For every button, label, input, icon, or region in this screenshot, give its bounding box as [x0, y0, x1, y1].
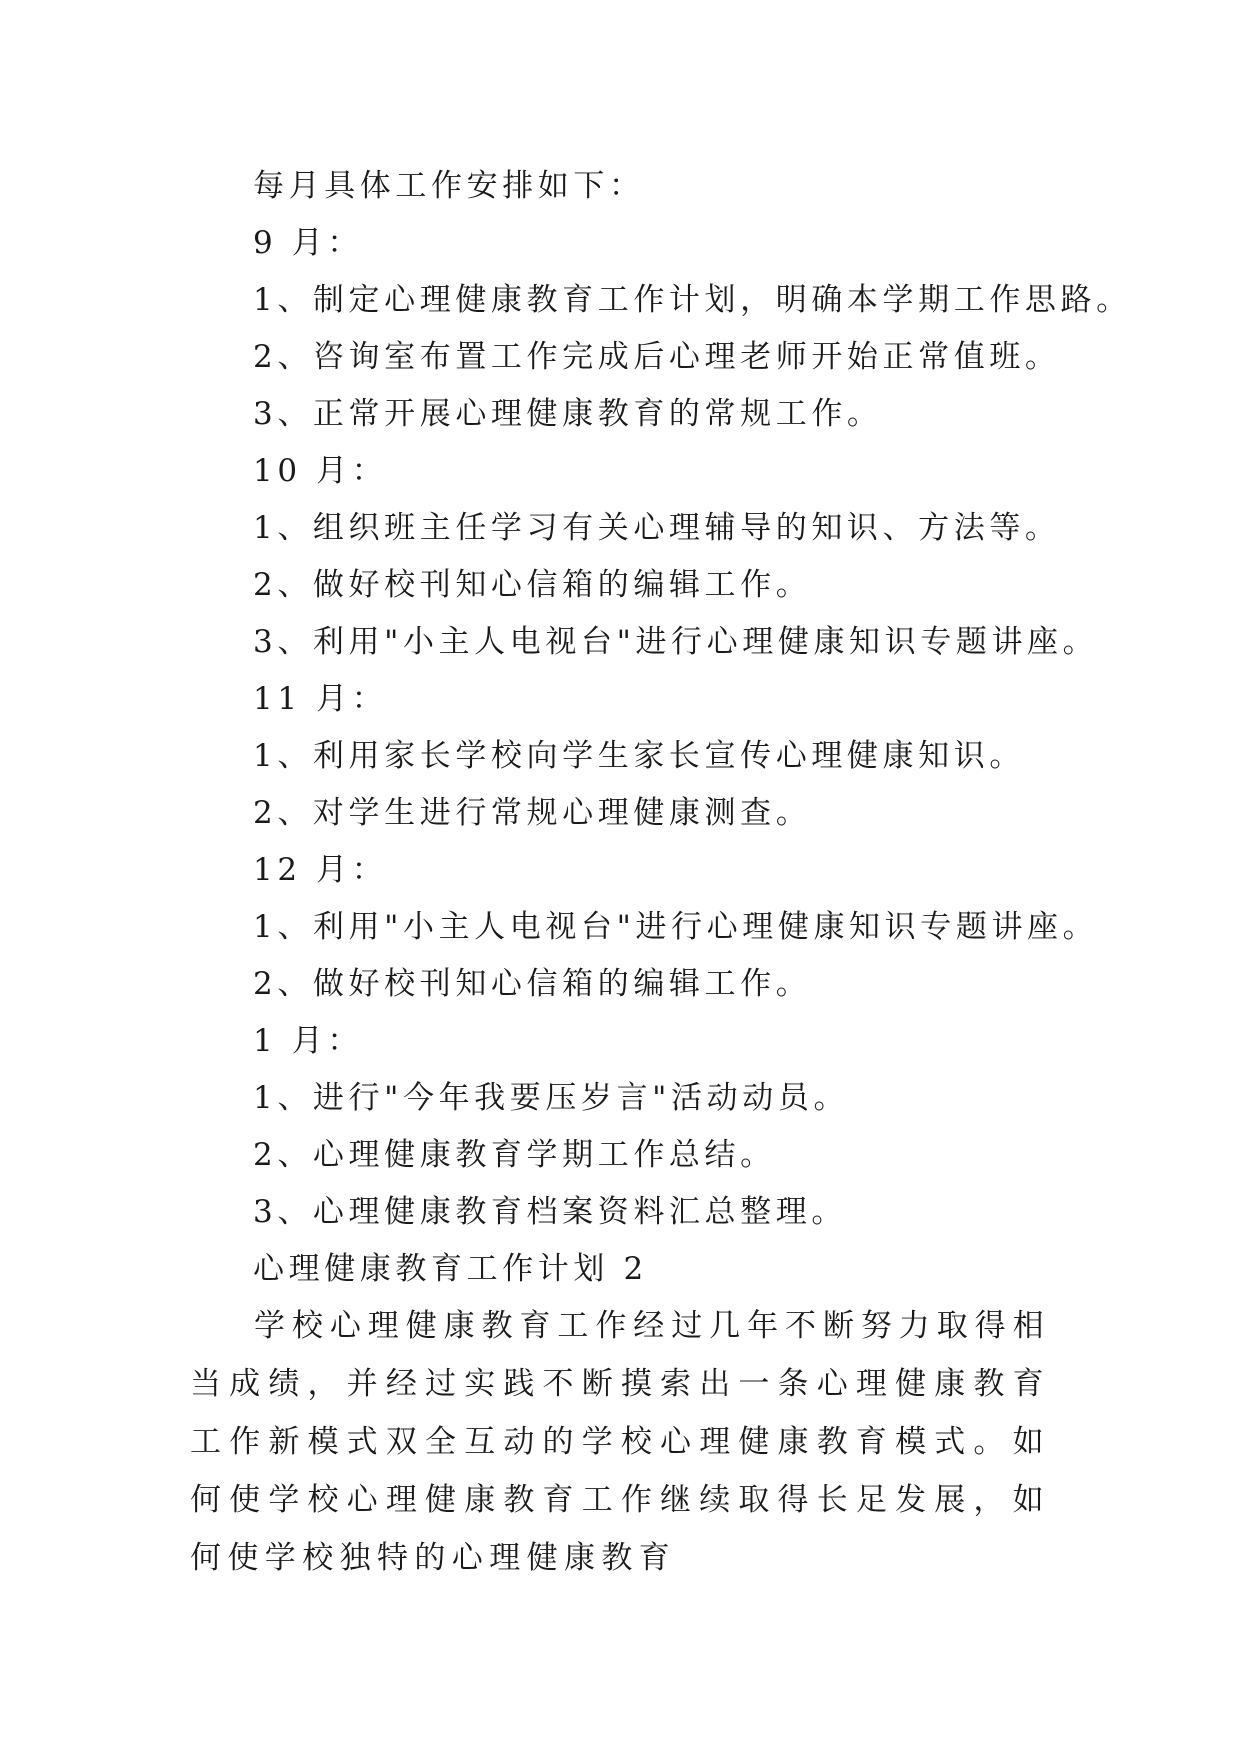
- list-item: 1、组织班主任学习有关心理辅导的知识、方法等。: [253, 510, 1061, 546]
- month-heading-september: 9 月：: [253, 225, 363, 261]
- list-item: 3、心理健康教育档案资料汇总整理。: [253, 1194, 847, 1230]
- list-item: 2、对学生进行常规心理健康测查。: [253, 795, 812, 831]
- list-item: 1、利用家长学校向学生家长宣传心理健康知识。: [253, 738, 1025, 774]
- list-item: 1、制定心理健康教育工作计划，明确本学期工作思路。: [253, 282, 1132, 318]
- section-title: 心理健康教育工作计划 2: [253, 1251, 648, 1287]
- list-item: 1、利用"小主人电视台"进行心理健康知识专题讲座。: [253, 909, 1099, 945]
- list-item: 1、进行"今年我要压岁言"活动动员。: [253, 1080, 850, 1116]
- list-item: 2、做好校刊知心信箱的编辑工作。: [253, 567, 812, 603]
- month-heading-january: 1 月：: [253, 1023, 363, 1059]
- list-item: 3、正常开展心理健康教育的常规工作。: [253, 396, 883, 432]
- list-item: 2、心理健康教育学期工作总结。: [253, 1137, 776, 1173]
- month-heading-november: 11 月：: [253, 681, 388, 717]
- body-paragraph: 学校心理健康教育工作经过几年不断努力取得相当成绩，并经过实践不断摸索出一条心理健康教育工作新模式双全互动的学校心理健康教育模式。如何使学校心理健康教育工作继续取得长足发展，如何使学校独特的心理健康教育: [190, 1308, 1050, 1576]
- list-item: 3、利用"小主人电视台"进行心理健康知识专题讲座。: [253, 624, 1099, 660]
- month-heading-october: 10 月：: [253, 453, 388, 489]
- month-heading-december: 12 月：: [253, 852, 388, 888]
- list-item: 2、做好校刊知心信箱的编辑工作。: [253, 966, 812, 1002]
- list-item: 2、咨询室布置工作完成后心理老师开始正常值班。: [253, 339, 1061, 375]
- intro-line: 每月具体工作安排如下：: [253, 168, 645, 204]
